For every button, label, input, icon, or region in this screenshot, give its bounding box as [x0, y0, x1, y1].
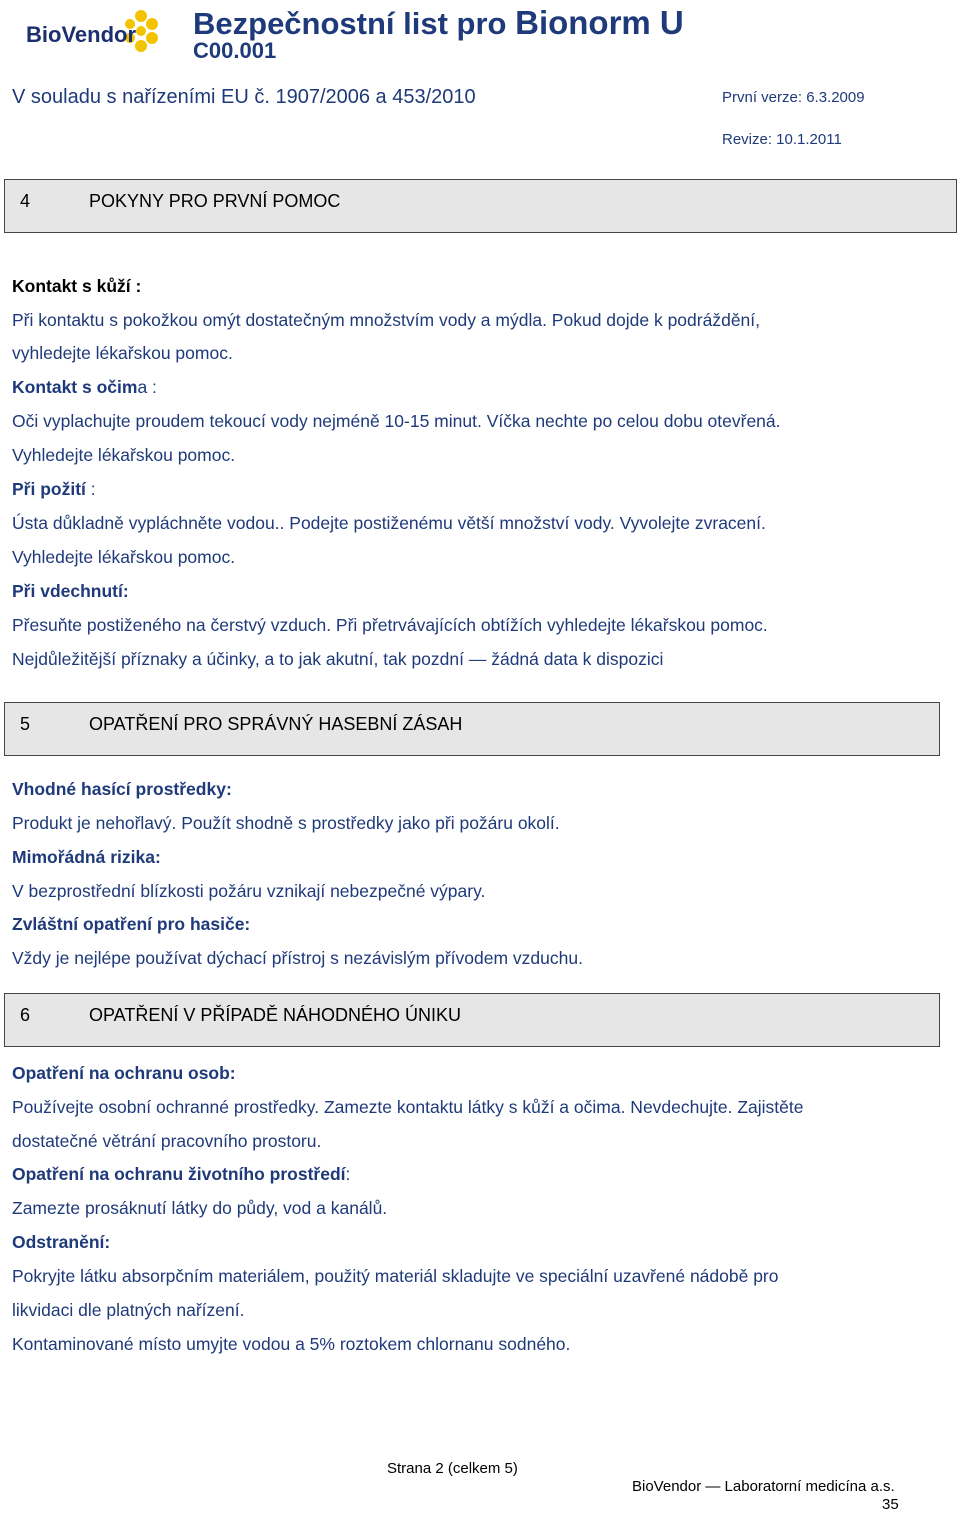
section-number: 6	[20, 1005, 31, 1025]
page-number: 35	[882, 1496, 899, 1513]
eye-contact-heading: Kontakt s očima :	[12, 377, 157, 397]
extinguishing-media-heading: Vhodné hasící prostředky:	[12, 779, 232, 799]
revision-date: Revize: 10.1.2011	[722, 131, 842, 148]
personal-precautions-heading: Opatření na ochranu osob:	[12, 1063, 236, 1083]
removal-text: Pokryjte látku absorpčním materiálem, použitý materiál skladujte ve speciální uzavřené nádobě pro	[12, 1266, 779, 1286]
symptoms-text: Nejdůležitější příznaky a účinky, a to jak akutní, tak pozdní — žádná data k dispozici	[12, 649, 664, 669]
section-title: OPATŘENÍ V PŘÍPADĚ NÁHODNÉHO ÚNIKU	[89, 1005, 462, 1025]
skin-contact-text-cont: vyhledejte lékařskou pomoc.	[12, 343, 233, 363]
section-title: OPATŘENÍ PRO SPRÁVNÝ HASEBNÍ ZÁSAH	[89, 714, 463, 734]
first-version: První verze: 6.3.2009	[722, 89, 865, 106]
ingestion-text: Ústa důkladně vypláchněte vodou.. Podejte postiženému větší množství vody. Vyvolejte zvracení.	[12, 513, 766, 533]
personal-precautions-text-cont: dostatečné větrání pracovního prostoru.	[12, 1131, 322, 1151]
logo-text: BioVendor	[26, 22, 137, 47]
extinguishing-media-text: Produkt je nehořlavý. Použít shodně s prostředky jako při požáru okolí.	[12, 813, 560, 833]
inhalation-heading: Při vdechnutí:	[12, 581, 129, 601]
product-code: C00.001	[193, 38, 277, 63]
section-number: 4	[20, 191, 31, 211]
skin-contact-heading: Kontakt s kůží :	[12, 276, 142, 296]
eye-contact-text: Oči vyplachujte proudem tekoucí vody nejméně 10-15 minut. Víčka nechte po celou dobu otevřená.	[12, 411, 781, 431]
section-number: 5	[20, 714, 31, 734]
section-5-header	[4, 702, 940, 756]
regulation-line: V souladu s nařízeními EU č. 1907/2006 a 453/2010	[12, 86, 476, 108]
ingestion-text-cont: Vyhledejte lékařskou pomoc.	[12, 547, 236, 567]
special-hazards-heading: Mimořádná rizika:	[12, 847, 161, 867]
removal-heading: Odstranění:	[12, 1232, 111, 1252]
skin-contact-text: Při kontaktu s pokožkou omýt dostatečným množstvím vody a mýdla. Pokud dojde k podráždění,	[12, 310, 761, 330]
title-prefix: Bezpečnostní list pro	[193, 6, 516, 41]
special-hazards-text: V bezprostřední blízkosti požáru vznikají nebezpečné výpary.	[12, 881, 486, 901]
environmental-text: Zamezte prosáknutí látky do půdy, vod a kanálů.	[12, 1198, 388, 1218]
biovendor-logo	[6, 4, 166, 58]
personal-precautions-text: Používejte osobní ochranné prostředky. Zamezte kontaktu látky s kůží a očima. Nevdechujte. Zajistěte	[12, 1097, 804, 1117]
product-name: Bionorm U	[515, 4, 684, 41]
page-indicator: Strana 2 (celkem 5)	[387, 1460, 518, 1477]
section-title: POKYNY PRO PRVNÍ POMOC	[89, 191, 341, 211]
firefighter-heading: Zvláštní opatření pro hasiče:	[12, 914, 251, 934]
inhalation-text: Přesuňte postiženého na čerstvý vzduch. Při přetrvávajících obtížích vyhledejte lékařskou pomoc.	[12, 615, 768, 635]
eye-contact-text-cont: Vyhledejte lékařskou pomoc.	[12, 445, 236, 465]
company-name: BioVendor — Laboratorní medicína a.s.	[632, 1478, 895, 1495]
decontamination-text: Kontaminované místo umyjte vodou a 5% roztokem chlornanu sodného.	[12, 1334, 571, 1354]
section-6-header	[4, 993, 940, 1047]
document-title	[193, 4, 684, 42]
section-4-header	[4, 179, 957, 233]
environmental-heading: Opatření na ochranu životního prostředí:	[12, 1164, 351, 1184]
ingestion-heading: Při požití :	[12, 479, 96, 499]
removal-text-cont: likvidaci dle platných nařízení.	[12, 1300, 245, 1320]
firefighter-text: Vždy je nejlépe používat dýchací přístroj s nezávislým přívodem vzduchu.	[12, 948, 583, 968]
